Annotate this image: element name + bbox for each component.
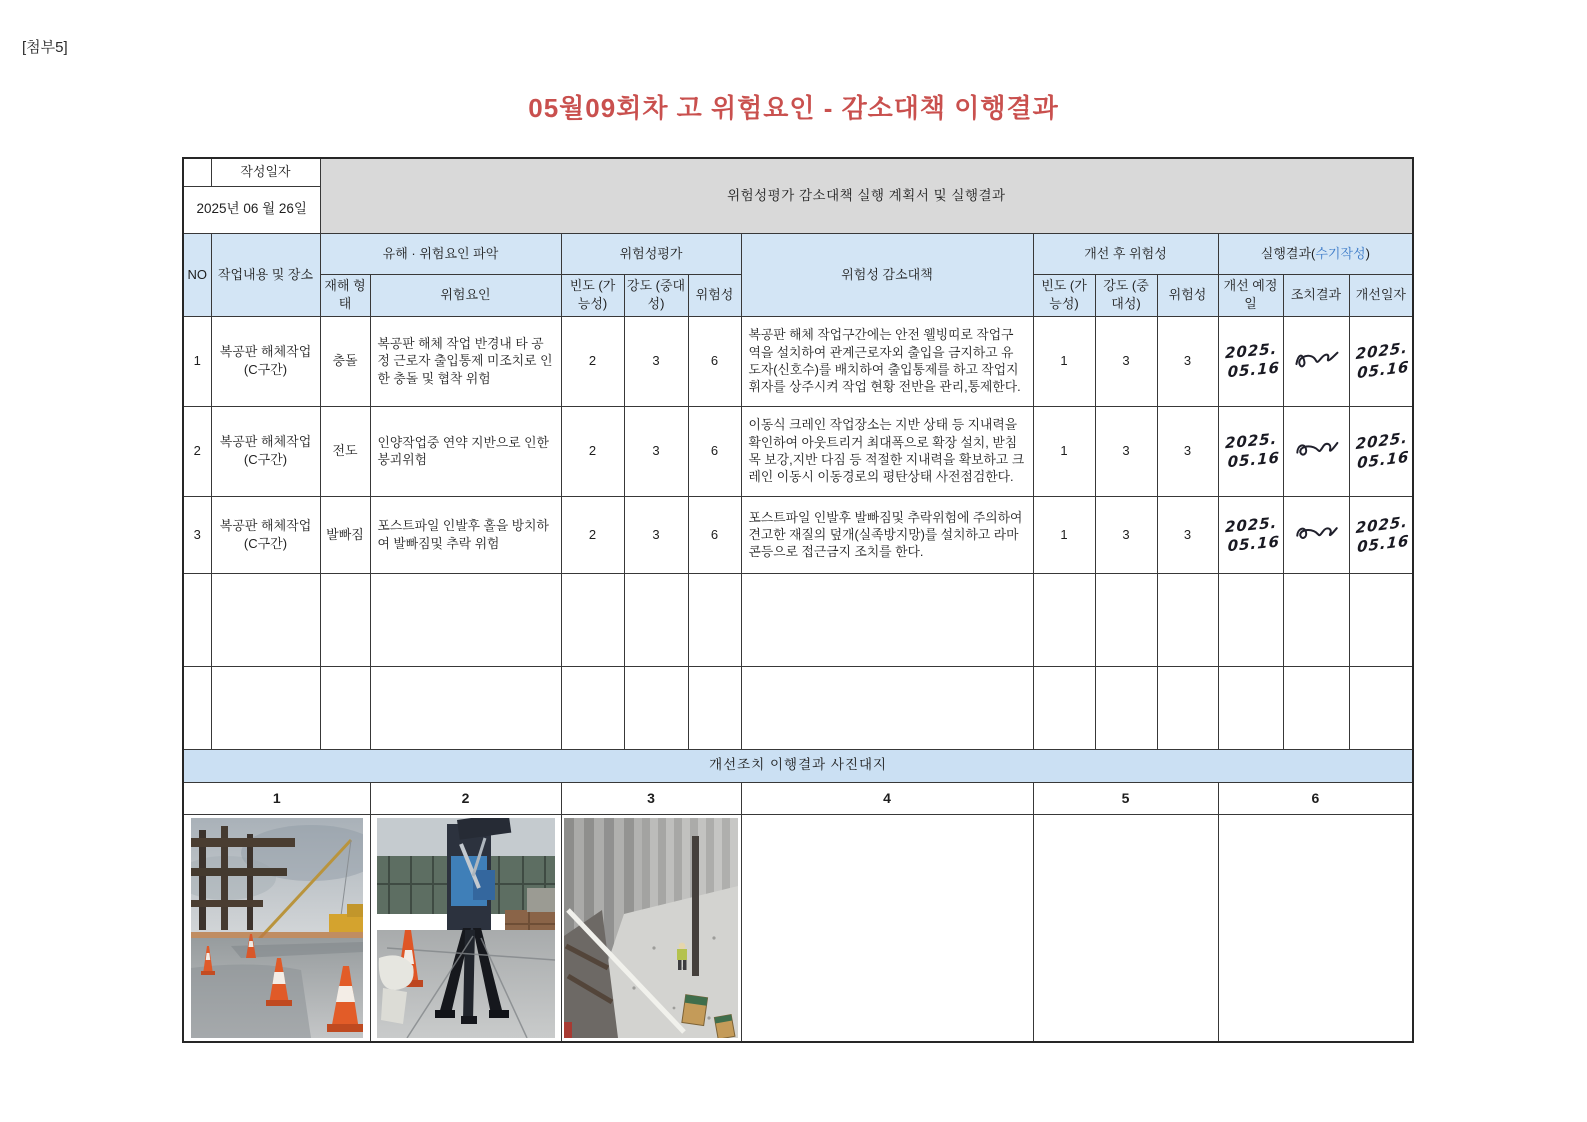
row-frequency: 2 bbox=[561, 496, 624, 573]
row-no: 1 bbox=[183, 316, 211, 406]
row-risk-after: 3 bbox=[1157, 406, 1218, 496]
photo-cell-5 bbox=[1033, 814, 1218, 1042]
row-intensity-after: 3 bbox=[1095, 316, 1157, 406]
row-frequency-after: 1 bbox=[1033, 316, 1095, 406]
empty-cell bbox=[370, 573, 561, 666]
row-hazard-factor: 인양작업중 연약 지반으로 인한 붕괴위험 bbox=[370, 406, 561, 496]
table-row bbox=[183, 406, 1413, 496]
empty-cell bbox=[688, 573, 741, 666]
photo-cell-3 bbox=[561, 814, 741, 1042]
col-header-disaster-type: 재해 형태 bbox=[320, 274, 370, 316]
doc-title-cell: 위험성평가 감소대책 실행 계획서 및 실행결과 bbox=[320, 158, 1413, 233]
row-risk: 6 bbox=[688, 316, 741, 406]
row-work: 복공판 해체작업 (C구간) bbox=[211, 316, 320, 406]
row-improve-date-handwritten: 2025. 05.16 bbox=[1349, 496, 1413, 573]
signature-scribble-icon bbox=[1292, 517, 1340, 547]
col-header-mitigation: 위험성 감소대책 bbox=[741, 233, 1033, 316]
row-hazard-factor: 포스트파일 인발후 홀을 방치하여 발빠짐및 추락 위험 bbox=[370, 496, 561, 573]
empty-cell bbox=[1033, 573, 1095, 666]
empty-cell bbox=[211, 666, 320, 749]
table-row-empty bbox=[183, 666, 1413, 749]
photo-section-banner: 개선조치 이행결과 사진대지 bbox=[183, 749, 1413, 782]
row-action-result-signature bbox=[1283, 406, 1349, 496]
col-header-risk-after: 위험성 bbox=[1157, 274, 1218, 316]
empty-cell bbox=[1095, 666, 1157, 749]
empty-cell bbox=[1157, 666, 1218, 749]
row-disaster-type: 발빠짐 bbox=[320, 496, 370, 573]
empty-cell bbox=[741, 573, 1033, 666]
row-frequency-after: 1 bbox=[1033, 406, 1095, 496]
empty-cell bbox=[1157, 573, 1218, 666]
row-work: 복공판 해체작업 (C구간) bbox=[211, 406, 320, 496]
col-header-frequency: 빈도 (가능성) bbox=[561, 274, 624, 316]
row-mitigation: 이동식 크레인 작업장소는 지반 상태 등 지내력을 확인하여 아웃트리거 최대폭으로 확장 설치, 받침목 보강,지반 다짐 등 적절한 지내력을 확보하고 크레인 이동시 이동경로의 평탄상태 사전점검한다. bbox=[741, 406, 1033, 496]
row-no: 3 bbox=[183, 496, 211, 573]
empty-cell bbox=[624, 573, 688, 666]
signature-scribble-icon bbox=[1291, 343, 1341, 374]
empty-cell bbox=[624, 666, 688, 749]
empty-cell bbox=[1095, 573, 1157, 666]
photo-slot-number: 3 bbox=[561, 782, 741, 814]
col-header-improve-date: 개선일자 bbox=[1349, 274, 1413, 316]
empty-cell bbox=[320, 666, 370, 749]
row-frequency-after: 1 bbox=[1033, 496, 1095, 573]
row-hazard-factor: 복공판 해체 작업 반경내 타 공정 근로자 출입통제 미조치로 인한 충돌 및 협착 위험 bbox=[370, 316, 561, 406]
row-no: 2 bbox=[183, 406, 211, 496]
photo-cell-4 bbox=[741, 814, 1033, 1042]
col-header-risk: 위험성 bbox=[688, 274, 741, 316]
empty-cell bbox=[1349, 666, 1413, 749]
page-title: 05월09회차 고 위험요인 - 감소대책 이행결과 bbox=[528, 93, 1059, 123]
row-planned-date-handwritten: 2025. 05.16 bbox=[1218, 316, 1283, 406]
exec-group-handwritten-note: 수기작성 bbox=[1315, 245, 1366, 261]
row-frequency: 2 bbox=[561, 316, 624, 406]
photo-slot-number: 6 bbox=[1218, 782, 1413, 814]
row-disaster-type: 충돌 bbox=[320, 316, 370, 406]
row-intensity-after: 3 bbox=[1095, 496, 1157, 573]
empty-cell bbox=[370, 666, 561, 749]
empty-cell bbox=[1218, 573, 1283, 666]
date-value-cell: 2025년 06 월 26일 bbox=[183, 186, 320, 233]
col-header-intensity-after: 강도 (중대성) bbox=[1095, 274, 1157, 316]
col-header-frequency-after: 빈도 (가능성) bbox=[1033, 274, 1095, 316]
col-header-planned-date: 개선 예정일 bbox=[1218, 274, 1283, 316]
risk-assessment-table bbox=[182, 157, 1414, 1043]
photo-cell-1 bbox=[183, 814, 370, 1042]
photo-slot-number: 2 bbox=[370, 782, 561, 814]
row-improve-date-handwritten: 2025. 05.16 bbox=[1349, 406, 1413, 496]
row-planned-date-handwritten: 2025. 05.16 bbox=[1218, 496, 1283, 573]
empty-cell bbox=[320, 573, 370, 666]
empty-cell bbox=[1283, 573, 1349, 666]
row-disaster-type: 전도 bbox=[320, 406, 370, 496]
col-header-work-place: 작업내용 및 장소 bbox=[211, 233, 320, 316]
photo-cell-6 bbox=[1218, 814, 1413, 1042]
table-row bbox=[183, 316, 1413, 406]
attachment-label: [첨부5] bbox=[22, 39, 68, 56]
row-work: 복공판 해체작업 (C구간) bbox=[211, 496, 320, 573]
col-header-hazard-group: 유해 · 위험요인 파악 bbox=[320, 233, 561, 274]
empty-cell bbox=[1283, 666, 1349, 749]
site-photo-3 bbox=[564, 818, 738, 1038]
empty-cell bbox=[688, 666, 741, 749]
empty-cell bbox=[183, 573, 211, 666]
row-risk: 6 bbox=[688, 406, 741, 496]
row-intensity-after: 3 bbox=[1095, 406, 1157, 496]
empty-cell bbox=[741, 666, 1033, 749]
row-frequency: 2 bbox=[561, 406, 624, 496]
row-intensity: 3 bbox=[624, 496, 688, 573]
empty-cell bbox=[561, 573, 624, 666]
site-photo-2 bbox=[377, 818, 555, 1038]
empty-cell bbox=[1033, 666, 1095, 749]
row-risk-after: 3 bbox=[1157, 496, 1218, 573]
photo-slot-number: 5 bbox=[1033, 782, 1218, 814]
date-label-cell: 작성일자 bbox=[211, 158, 320, 186]
row-action-result-signature bbox=[1283, 496, 1349, 573]
row-planned-date-handwritten: 2025. 05.16 bbox=[1218, 406, 1283, 496]
empty-cell bbox=[211, 573, 320, 666]
col-header-intensity: 강도 (중대성) bbox=[624, 274, 688, 316]
col-header-action-result: 조치결과 bbox=[1283, 274, 1349, 316]
row-action-result-signature bbox=[1283, 316, 1349, 406]
site-photo-1 bbox=[191, 818, 363, 1038]
table-row-empty bbox=[183, 573, 1413, 666]
row-risk-after: 3 bbox=[1157, 316, 1218, 406]
row-mitigation: 포스트파일 인발후 발빠짐및 추락위험에 주의하여 견고한 재질의 덮개(실족방지망)를 설치하고 라마콘등으로 접근금지 조치를 한다. bbox=[741, 496, 1033, 573]
col-header-exec-group bbox=[1218, 233, 1413, 274]
row-intensity: 3 bbox=[624, 406, 688, 496]
col-header-after-group: 개선 후 위험성 bbox=[1033, 233, 1218, 274]
photo-cell-2 bbox=[370, 814, 561, 1042]
empty-cell bbox=[1218, 666, 1283, 749]
row-mitigation: 복공판 해체 작업구간에는 안전 웰빙띠로 작업구역을 설치하여 관계근로자외 출입을 금지하고 유도자(신호수)를 배치하여 출입통제를 하고 작업지휘자를 상주시켜 작업 현황 전반을 관리,통제한다. bbox=[741, 316, 1033, 406]
table-row bbox=[183, 496, 1413, 573]
empty-cell bbox=[1349, 573, 1413, 666]
photo-slot-number: 1 bbox=[183, 782, 370, 814]
exec-group-suffix: ) bbox=[1365, 245, 1370, 261]
spacer-cell bbox=[183, 158, 211, 186]
col-header-risk-assess-group: 위험성평가 bbox=[561, 233, 741, 274]
row-risk: 6 bbox=[688, 496, 741, 573]
empty-cell bbox=[561, 666, 624, 749]
col-header-no: NO bbox=[183, 233, 211, 316]
photo-slot-number: 4 bbox=[741, 782, 1033, 814]
empty-cell bbox=[183, 666, 211, 749]
signature-scribble-icon bbox=[1290, 433, 1341, 465]
row-improve-date-handwritten: 2025. 05.16 bbox=[1349, 316, 1413, 406]
row-intensity: 3 bbox=[624, 316, 688, 406]
exec-group-prefix: 실행결과( bbox=[1260, 245, 1316, 261]
col-header-hazard-factor: 위험요인 bbox=[370, 274, 561, 316]
